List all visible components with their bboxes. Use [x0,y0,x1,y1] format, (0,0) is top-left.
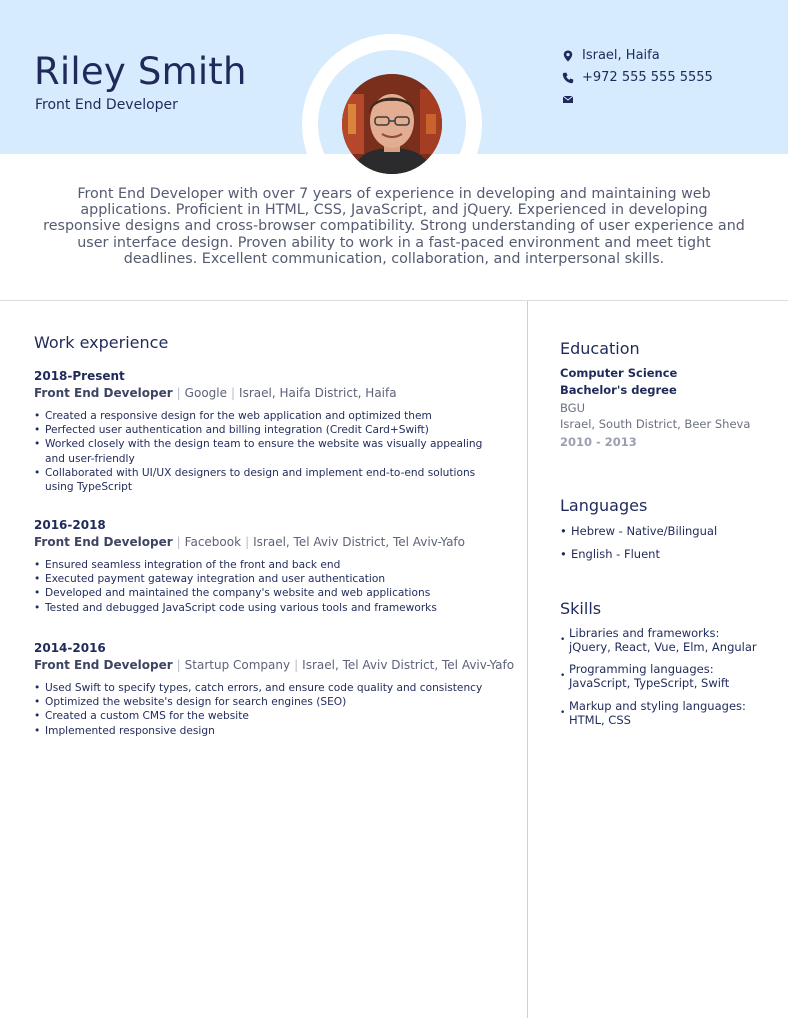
job-location: Israel, Tel Aviv District, Tel Aviv-Yafo [302,658,515,672]
education-degree: Bachelor's degree [560,383,677,397]
phone-icon [562,72,574,84]
education-heading: Education [560,339,640,358]
job-period: 2016-2018 [34,518,106,532]
envelope-icon [562,93,574,105]
list-item: • Collaborated with UI/UX designers to design and implement end-to-end solutions using TypeScript [34,466,494,494]
skill-value: HTML, CSS [569,712,631,727]
skill-value: JavaScript, TypeScript, Swift [569,675,730,690]
languages-heading: Languages [560,496,648,515]
column-divider [527,301,528,1018]
education-field: Computer Science [560,366,678,380]
job-company: Google [184,386,227,400]
list-item: • Markup and styling languages: HTML, CSS [560,699,746,727]
list-item: • Created a custom CMS for the website [34,709,494,723]
list-item: • Hebrew - Native/Bilingual [560,524,718,538]
phone-text: +972 555 555 5555 [582,70,713,85]
list-item: • Programming languages: JavaScript, TypeScript, Swift [560,662,730,690]
list-item: • Executed payment gateway integration and user authentication [34,572,494,586]
job-bullets [34,681,494,738]
education-location: Israel, South District, Beer Sheva [560,417,751,431]
avatar [342,74,442,174]
profile-summary: Front End Developer with over 7 years of experience in developing and maintaining web applications. Proficient in HTML, CSS, JavaScript, and jQuery. Experienced in developing responsive designs and cross-browser compatibility. Strong understanding of user experience and user interface design. Proven ability to work in a fast-paced environment and meet tight deadlines. Excellent communication, collaboration, and interpersonal skills. [43,186,745,267]
language-item: English - Fluent [571,547,660,561]
job-period: 2014-2016 [34,641,106,655]
job-location: Israel, Haifa District, Haifa [239,386,397,400]
candidate-name: Riley Smith [34,50,247,93]
section-divider [0,300,788,301]
education-years: 2010 - 2013 [560,435,637,449]
education-school: BGU [560,401,586,415]
contact-location [562,48,660,63]
list-item: • Worked closely with the design team to ensure the website was visually appealing and user-friendly [34,437,494,465]
job-header: Front End Developer | Google | Israel, Haifa District, Haifa [34,386,397,400]
location-text: Israel, Haifa [582,48,660,63]
job-title: Front End Developer [34,535,173,549]
skill-name: Programming languages: [569,662,714,676]
contact-phone [562,70,713,85]
location-pin-icon [562,50,574,62]
job-period: 2018-Present [34,369,125,383]
job-company: Startup Company [184,658,291,672]
job-header: Front End Developer | Startup Company | Israel, Tel Aviv District, Tel Aviv-Yafo [34,658,515,672]
list-item: • Optimized the website's design for search engines (SEO) [34,695,494,709]
job-company: Facebook [184,535,242,549]
job-bullets [34,558,494,615]
list-item: • Libraries and frameworks: jQuery, React, Vue, Elm, Angular [560,626,757,654]
list-item: • Created a responsive design for the web application and optimized them [34,409,494,423]
list-item: • Perfected user authentication and billing integration (Credit Card+Swift) [34,423,494,437]
skill-name: Markup and styling languages: [569,699,746,713]
list-item: • Implemented responsive design [34,724,494,738]
contact-email[interactable] [562,93,582,105]
job-location: Israel, Tel Aviv District, Tel Aviv-Yafo [253,535,465,549]
job-bullets [34,409,494,494]
list-item: • Tested and debugged JavaScript code using various tools and frameworks [34,601,494,615]
skill-value: jQuery, React, Vue, Elm, Angular [569,639,757,654]
candidate-role: Front End Developer [35,97,178,113]
job-title: Front End Developer [34,658,173,672]
job-title: Front End Developer [34,386,173,400]
list-item: • Ensured seamless integration of the front and back end [34,558,494,572]
list-item: • Used Swift to specify types, catch errors, and ensure code quality and consistency [34,681,494,695]
list-item: • Developed and maintained the company's website and web applications [34,586,494,600]
job-header: Front End Developer | Facebook | Israel, Tel Aviv District, Tel Aviv-Yafo [34,535,465,549]
list-item: • English - Fluent [560,547,660,561]
work-experience-heading: Work experience [34,333,169,352]
skills-heading: Skills [560,599,602,618]
language-item: Hebrew - Native/Bilingual [571,524,718,538]
skill-name: Libraries and frameworks: [569,626,720,640]
